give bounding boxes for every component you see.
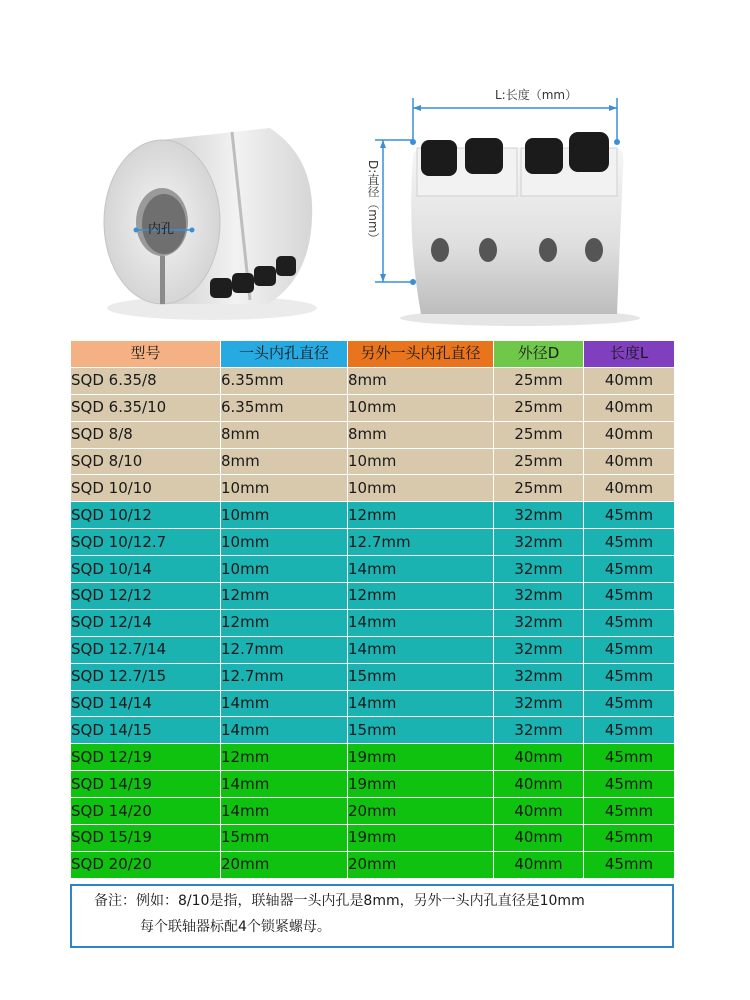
- cell-bore2: 8mm: [348, 421, 494, 448]
- cell-bore1: 20mm: [221, 851, 348, 878]
- cell-model: SQD 12/12: [71, 583, 221, 610]
- cell-od: 40mm: [494, 771, 584, 798]
- cell-bore1: 8mm: [221, 448, 348, 475]
- header-length: 长度L: [584, 341, 675, 368]
- table-row: [71, 663, 675, 690]
- cell-bore2: 20mm: [348, 798, 494, 825]
- cell-od: 40mm: [494, 744, 584, 771]
- cell-bore1: 10mm: [221, 502, 348, 529]
- cell-bore2: 19mm: [348, 744, 494, 771]
- table-row: [71, 367, 675, 394]
- cell-bore1: 14mm: [221, 798, 348, 825]
- remark-box: [70, 884, 674, 948]
- cell-length: 45mm: [584, 825, 675, 852]
- table-row: [71, 448, 675, 475]
- remark-example-text: 备注：例如：8/10是指，联轴器一头内孔是8mm，另外一头内孔直径是10mm: [94, 893, 585, 909]
- cell-length: 45mm: [584, 744, 675, 771]
- cell-od: 32mm: [494, 717, 584, 744]
- cell-bore2: 10mm: [348, 394, 494, 421]
- cell-od: 25mm: [494, 367, 584, 394]
- cell-model: SQD 14/20: [71, 798, 221, 825]
- table-row: [71, 609, 675, 636]
- cell-bore2: 14mm: [348, 690, 494, 717]
- table-row: [71, 502, 675, 529]
- cell-model: SQD 10/14: [71, 556, 221, 583]
- table-row: [71, 771, 675, 798]
- cell-bore1: 12.7mm: [221, 663, 348, 690]
- cell-length: 45mm: [584, 771, 675, 798]
- cell-bore1: 12.7mm: [221, 636, 348, 663]
- table-row: [71, 421, 675, 448]
- cell-od: 40mm: [494, 851, 584, 878]
- table-row: [71, 744, 675, 771]
- cell-bore2: 19mm: [348, 771, 494, 798]
- cell-model: SQD 15/19: [71, 825, 221, 852]
- cell-od: 32mm: [494, 556, 584, 583]
- cell-bore2: 12.7mm: [348, 529, 494, 556]
- table-row: [71, 556, 675, 583]
- header-bore-one-end: 一头内孔直径: [221, 341, 348, 368]
- table-row: [71, 851, 675, 878]
- cell-bore1: 10mm: [221, 475, 348, 502]
- cell-od: 32mm: [494, 529, 584, 556]
- cell-model: SQD 14/19: [71, 771, 221, 798]
- cell-od: 32mm: [494, 583, 584, 610]
- cell-bore2: 20mm: [348, 851, 494, 878]
- length-dimension-label: L:长度（mm）: [495, 88, 578, 102]
- spec-table: [70, 340, 675, 879]
- table-row: [71, 394, 675, 421]
- cell-bore1: 6.35mm: [221, 394, 348, 421]
- cell-od: 32mm: [494, 636, 584, 663]
- cell-bore2: 12mm: [348, 502, 494, 529]
- cell-model: SQD 12/14: [71, 609, 221, 636]
- cell-length: 40mm: [584, 367, 675, 394]
- product-photo-area: [0, 0, 750, 335]
- cell-model: SQD 10/12: [71, 502, 221, 529]
- cell-length: 45mm: [584, 717, 675, 744]
- cell-bore2: 10mm: [348, 448, 494, 475]
- cell-bore2: 14mm: [348, 636, 494, 663]
- cell-od: 40mm: [494, 825, 584, 852]
- cell-length: 40mm: [584, 421, 675, 448]
- cell-bore1: 10mm: [221, 529, 348, 556]
- cell-od: 25mm: [494, 394, 584, 421]
- cell-bore1: 8mm: [221, 421, 348, 448]
- table-row: [71, 825, 675, 852]
- cell-length: 45mm: [584, 529, 675, 556]
- header-model: 型号: [71, 341, 221, 368]
- inner-bore-label: 内孔: [148, 222, 175, 237]
- cell-length: 45mm: [584, 609, 675, 636]
- cell-model: SQD 8/10: [71, 448, 221, 475]
- cell-bore2: 12mm: [348, 583, 494, 610]
- cell-model: SQD 6.35/8: [71, 367, 221, 394]
- header-outer-diameter: 外径D: [494, 341, 584, 368]
- cell-bore1: 12mm: [221, 744, 348, 771]
- cell-length: 45mm: [584, 502, 675, 529]
- cell-bore2: 19mm: [348, 825, 494, 852]
- table-row: [71, 583, 675, 610]
- cell-length: 40mm: [584, 448, 675, 475]
- cell-model: SQD 20/20: [71, 851, 221, 878]
- cell-bore1: 15mm: [221, 825, 348, 852]
- cell-length: 45mm: [584, 636, 675, 663]
- cell-length: 40mm: [584, 394, 675, 421]
- table-row: [71, 798, 675, 825]
- cell-length: 45mm: [584, 663, 675, 690]
- cell-bore1: 6.35mm: [221, 367, 348, 394]
- cell-bore2: 14mm: [348, 609, 494, 636]
- table-row: [71, 690, 675, 717]
- cell-model: SQD 14/14: [71, 690, 221, 717]
- cell-bore2: 14mm: [348, 556, 494, 583]
- cell-length: 45mm: [584, 690, 675, 717]
- cell-length: 45mm: [584, 583, 675, 610]
- cell-length: 40mm: [584, 475, 675, 502]
- cell-od: 25mm: [494, 421, 584, 448]
- cell-od: 32mm: [494, 502, 584, 529]
- remark-nut-text: 每个联轴器标配4个锁紧螺母。: [140, 919, 331, 935]
- cell-model: SQD 14/15: [71, 717, 221, 744]
- cell-model: SQD 6.35/10: [71, 394, 221, 421]
- cell-od: 32mm: [494, 663, 584, 690]
- spec-table-header: [71, 341, 675, 368]
- header-bore-other-end: 另外一头内孔直径: [348, 341, 494, 368]
- cell-od: 25mm: [494, 448, 584, 475]
- cell-bore1: 14mm: [221, 771, 348, 798]
- table-row: [71, 529, 675, 556]
- table-row: [71, 636, 675, 663]
- cell-length: 45mm: [584, 851, 675, 878]
- table-row: [71, 475, 675, 502]
- cell-model: SQD 8/8: [71, 421, 221, 448]
- cell-model: SQD 12.7/15: [71, 663, 221, 690]
- cell-bore2: 10mm: [348, 475, 494, 502]
- cell-od: 25mm: [494, 475, 584, 502]
- coupling-front-photo: [100, 118, 325, 323]
- cell-bore2: 8mm: [348, 367, 494, 394]
- cell-bore1: 10mm: [221, 556, 348, 583]
- cell-model: SQD 10/10: [71, 475, 221, 502]
- cell-bore1: 14mm: [221, 690, 348, 717]
- cell-od: 32mm: [494, 690, 584, 717]
- cell-length: 45mm: [584, 556, 675, 583]
- cell-model: SQD 12.7/14: [71, 636, 221, 663]
- cell-bore1: 12mm: [221, 583, 348, 610]
- coupling-side-photo: [355, 78, 645, 328]
- table-row: [71, 717, 675, 744]
- cell-model: SQD 10/12.7: [71, 529, 221, 556]
- cell-od: 32mm: [494, 609, 584, 636]
- cell-bore1: 12mm: [221, 609, 348, 636]
- cell-bore2: 15mm: [348, 717, 494, 744]
- cell-od: 40mm: [494, 798, 584, 825]
- cell-length: 45mm: [584, 798, 675, 825]
- cell-bore1: 14mm: [221, 717, 348, 744]
- diameter-dimension-label: D:直径（mm）: [366, 160, 380, 245]
- cell-bore2: 15mm: [348, 663, 494, 690]
- cell-model: SQD 12/19: [71, 744, 221, 771]
